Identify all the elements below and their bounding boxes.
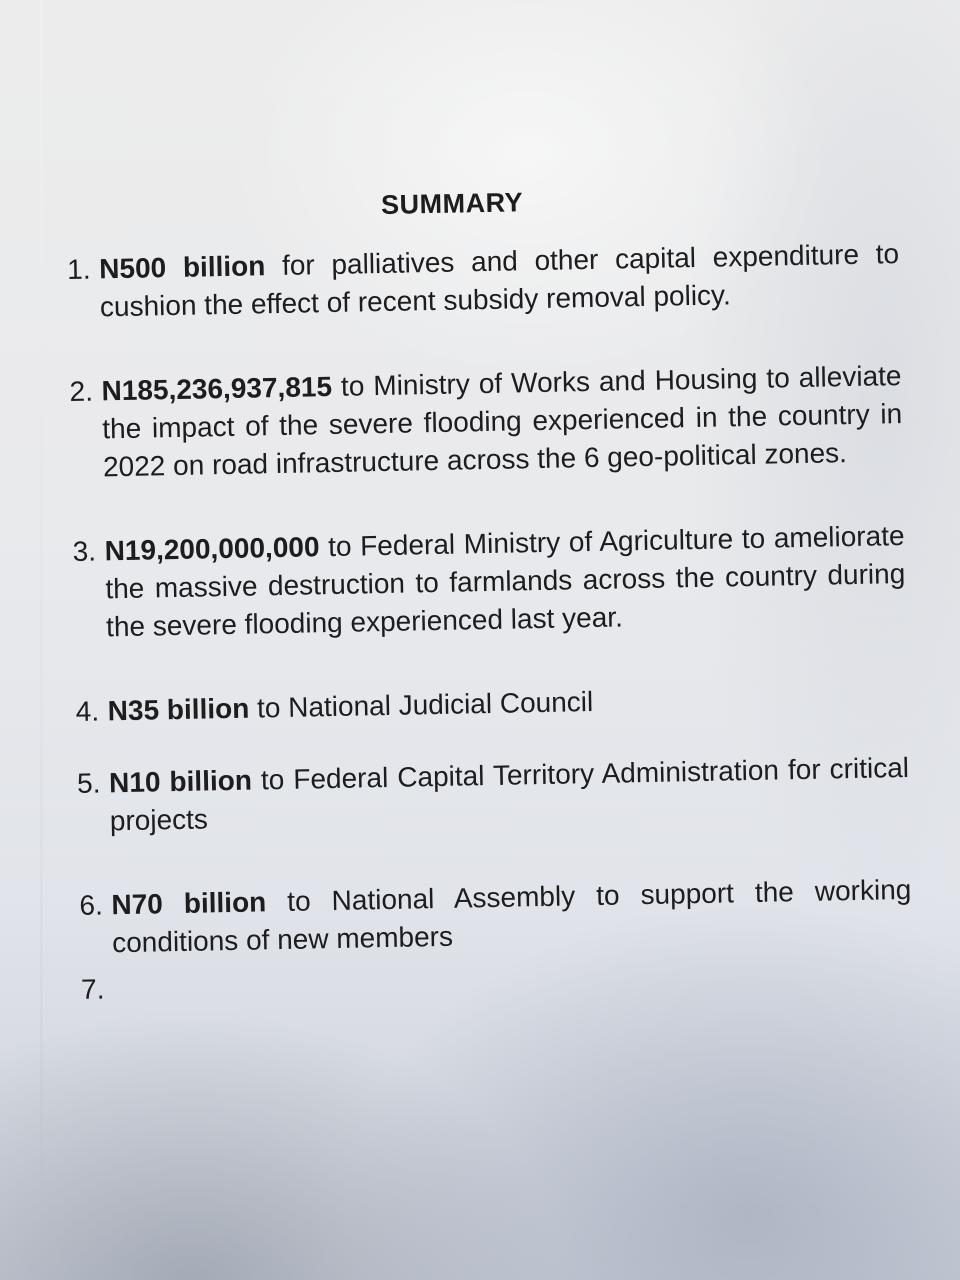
item-text: to Federal Capital Territory Administration for critical projects bbox=[109, 751, 910, 837]
item-number: 4. bbox=[75, 695, 100, 727]
item-amount: N500 billion bbox=[98, 250, 266, 285]
list-item bbox=[79, 871, 912, 963]
item-number: 5. bbox=[76, 767, 101, 799]
list-item bbox=[75, 677, 908, 731]
item-text: to Ministry of Works and Housing to alleviate the impact of the severe flooding experienced in the country in 2022 on road infrastructure across the 6 geo-political zones. bbox=[102, 360, 903, 483]
item-text: to National Judicial Council bbox=[248, 686, 594, 724]
item-number: 6. bbox=[79, 889, 104, 921]
list-item bbox=[69, 357, 903, 487]
item-body bbox=[99, 235, 900, 326]
item-number: 7. bbox=[80, 973, 105, 1005]
item-body bbox=[111, 871, 912, 962]
list-item bbox=[67, 235, 900, 327]
list-item bbox=[72, 517, 906, 647]
item-amount: N70 billion bbox=[111, 886, 267, 921]
item-amount: N10 billion bbox=[108, 764, 253, 799]
item-number: 1. bbox=[66, 253, 91, 286]
item-amount: N185,236,937,815 bbox=[101, 370, 333, 407]
item-number: 2. bbox=[69, 375, 94, 408]
list-item bbox=[77, 749, 910, 841]
page-title: SUMMARY bbox=[380, 187, 524, 220]
item-number: 3. bbox=[72, 535, 97, 567]
summary-document bbox=[66, 180, 913, 1009]
item-body bbox=[101, 357, 903, 486]
item-amount: N35 billion bbox=[107, 692, 250, 727]
item-amount: N19,200,000,000 bbox=[104, 531, 320, 567]
item-body bbox=[109, 749, 910, 840]
item-text: to Federal Ministry of Agriculture to ameliorate the massive destruction to farmlands across the country during the severe flooding experienced last year. bbox=[105, 520, 906, 643]
item-text: to National Assembly to support the working conditions of new members bbox=[111, 873, 912, 959]
paper-fold bbox=[40, 0, 43, 1280]
item-body bbox=[104, 517, 906, 646]
item-text: for palliatives and other capital expenditure to cushion the effect of recent subsidy removal policy. bbox=[99, 238, 900, 323]
item-body bbox=[107, 677, 908, 730]
list-item bbox=[81, 955, 914, 1009]
